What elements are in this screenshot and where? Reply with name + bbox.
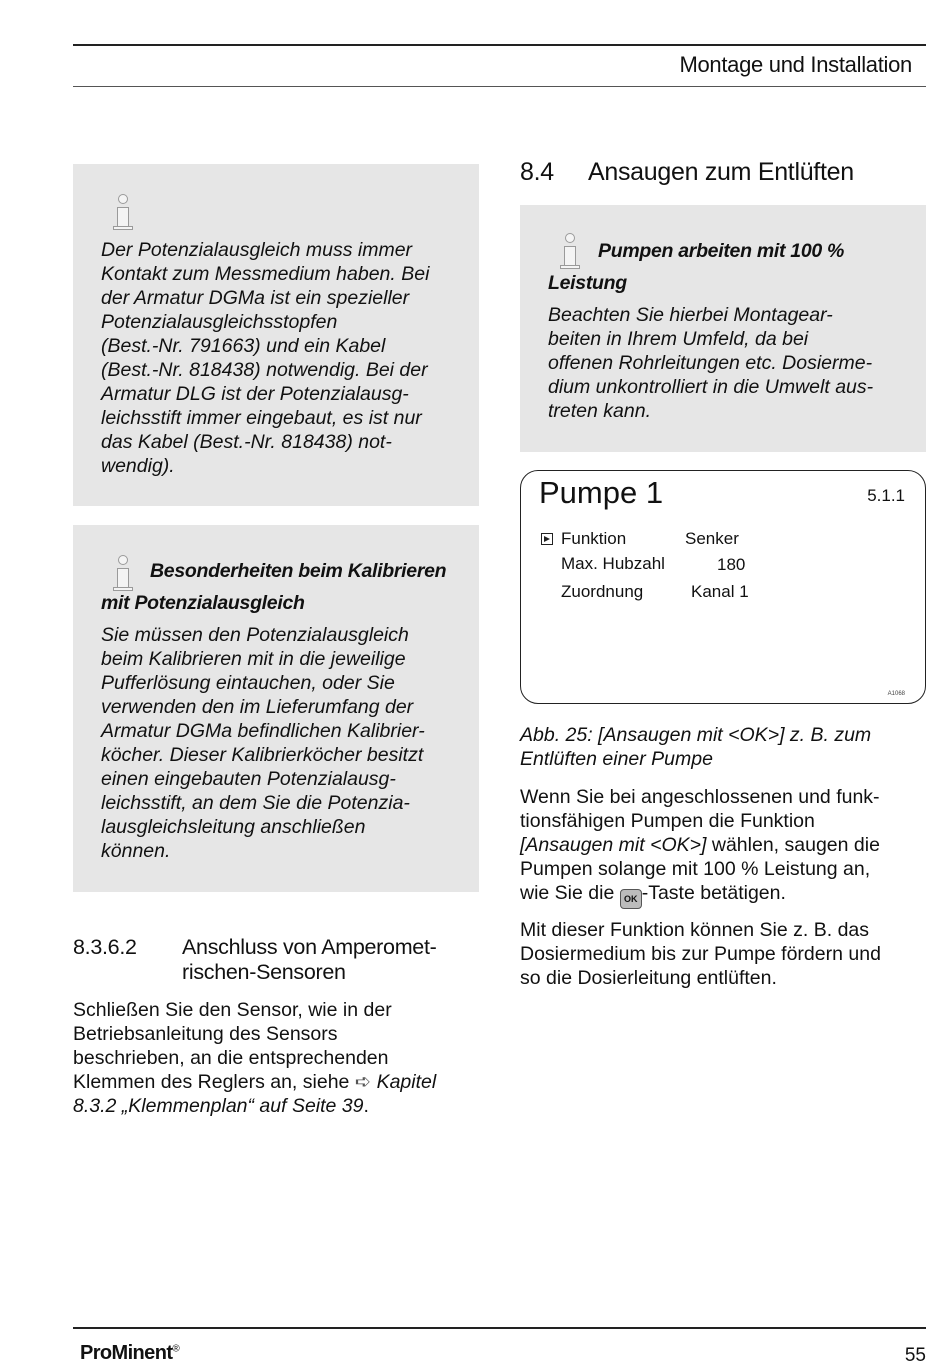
display-row-value: Kanal 1 (691, 582, 749, 601)
note-line: Armatur DLG ist der Potenzialausg- (101, 383, 409, 405)
note-title-cont: mit Potenzialausgleich (101, 592, 305, 614)
section-title: Ansaugen zum Entlüften (588, 158, 854, 186)
note-line: das Kabel (Best.-Nr. 818438) not- (101, 431, 392, 453)
info-note-potential-equalization (73, 164, 479, 506)
note-line: Kontakt zum Messmedium haben. Bei (101, 263, 430, 285)
note-line: (Best.-Nr. 818438) notwendig. Bei der (101, 359, 428, 381)
section-number: 8.4 (520, 158, 554, 186)
venting-paragraph (520, 918, 881, 990)
running-header-title: Montage und Installation (679, 52, 912, 77)
body-text-segment: wählen, saugen die (706, 834, 880, 856)
chapter-link-cont[interactable]: 8.3.2 „Klemmenplan“ auf Seite 39 (73, 1095, 364, 1117)
note-line: treten kann. (548, 400, 651, 422)
body-line: beschrieben, an die entsprechenden (73, 1047, 389, 1069)
body-line (73, 1070, 436, 1094)
body-line: tionsfähigen Pumpen die Funktion (520, 810, 815, 832)
body-line: so die Dosierleitung entlüften. (520, 967, 777, 989)
note-line: (Best.-Nr. 791663) und ein Kabel (101, 335, 386, 357)
note-line: Armatur DGMa befindlichen Kalibrier- (101, 720, 425, 742)
note-line: lausgleichsleitung anschließen (101, 816, 366, 838)
info-icon (560, 233, 582, 273)
note-line: offenen Rohrleitungen etc. Dosierme- (548, 352, 873, 374)
note-line: Beachten Sie hierbei Montagear- (548, 304, 833, 326)
note-line: leichsstift, an dem Sie die Potenzia- (101, 792, 410, 814)
body-line: Pumpen solange mit 100 % Leistung an, (520, 858, 871, 880)
body-text-segment: wie Sie die (520, 882, 620, 904)
note-line: verwenden den im Lieferumfang der (101, 696, 414, 718)
body-line: Wenn Sie bei angeschlossenen und funk- (520, 786, 880, 808)
info-note-calibration (73, 525, 479, 892)
note-title: Pumpen arbeiten mit 100 % (598, 240, 845, 262)
display-row-value: Senker (685, 529, 739, 548)
body-line (520, 881, 880, 909)
note-line: der Armatur DGMa ist ein spezieller (101, 287, 410, 309)
controller-display-figure (520, 470, 926, 704)
section-title-cont: rischen-Sensoren (182, 960, 346, 984)
note-line: Sie müssen den Potenzialausgleich (101, 624, 409, 646)
display-row-label: Max. Hubzahl (561, 554, 665, 573)
sensor-connection-paragraph (73, 998, 436, 1118)
display-title: Pumpe 1 (539, 475, 664, 510)
note-line: Pufferlösung eintauchen, oder Sie (101, 672, 395, 694)
note-body (548, 303, 873, 423)
logo-text: ProMinent (80, 1342, 173, 1364)
function-name: [Ansaugen mit <OK>] (520, 834, 707, 856)
header-rule-top (73, 44, 926, 46)
note-line: beiten in Ihrem Umfeld, da bei (548, 328, 809, 350)
section-number: 8.3.6.2 (73, 935, 137, 959)
display-menu-code: 5.1.1 (867, 486, 905, 505)
note-line: können. (101, 840, 171, 862)
section-heading-8-4 (520, 158, 854, 187)
display-row-label: Funktion (561, 529, 627, 548)
note-body (101, 623, 425, 863)
display-row-value: 180 (717, 555, 746, 574)
note-line: dium unkontrolliert in die Umwelt aus- (548, 376, 874, 398)
registered-mark: ® (172, 1343, 180, 1355)
note-line: Der Potenzialausgleich muss immer (101, 239, 413, 261)
note-title: Besonderheiten beim Kalibrieren (150, 560, 447, 582)
page-number: 55 (904, 1345, 926, 1366)
info-icon (113, 555, 135, 595)
punctuation: . (363, 1095, 369, 1117)
section-title: Anschluss von Amperomet- (182, 935, 437, 959)
note-line: Potenzialausgleichsstopfen (101, 311, 338, 333)
note-line: köcher. Dieser Kalibrierköcher besitzt (101, 744, 424, 766)
body-text-segment: -Taste betätigen. (641, 882, 786, 904)
note-line: leichsstift immer eingebaut, es ist nur (101, 407, 422, 429)
prominent-logo (80, 1342, 179, 1365)
header-rule-bottom (73, 86, 926, 87)
body-line (73, 1094, 436, 1118)
body-text-segment: Klemmen des Reglers an, siehe (73, 1071, 355, 1093)
figure-caption (520, 723, 871, 771)
caption-line: Abb. 25: [Ansaugen mit <OK>] z. B. zum (520, 724, 872, 746)
note-line: wendig). (101, 455, 175, 477)
body-line: Betriebsanleitung des Sensors (73, 1023, 338, 1045)
caption-line: Entlüften einer Pumpe (520, 748, 713, 770)
note-line: beim Kalibrieren mit in die jeweilige (101, 648, 406, 670)
note-line: einen eingebauten Potenzialausg- (101, 768, 396, 790)
footer-rule (73, 1327, 926, 1329)
note-title-cont: Leistung (548, 272, 627, 294)
info-icon (113, 194, 135, 234)
body-line: Dosiermedium bis zur Pumpe fördern und (520, 943, 881, 965)
body-line (520, 833, 880, 857)
note-body (101, 238, 429, 478)
body-line: Schließen Sie den Sensor, wie in der (73, 999, 392, 1021)
body-line: Mit dieser Funktion können Sie z. B. das (520, 919, 870, 941)
display-row-label: Zuordnung (561, 582, 644, 601)
info-note-pump-power (520, 205, 926, 452)
chapter-link[interactable]: Kapitel (376, 1071, 437, 1093)
selection-cursor-icon (541, 533, 553, 545)
link-arrow-icon: ➪ (354, 1071, 372, 1093)
priming-paragraph (520, 785, 880, 909)
figure-id: A1068 (887, 691, 905, 697)
ok-key-icon: OK (620, 889, 642, 909)
